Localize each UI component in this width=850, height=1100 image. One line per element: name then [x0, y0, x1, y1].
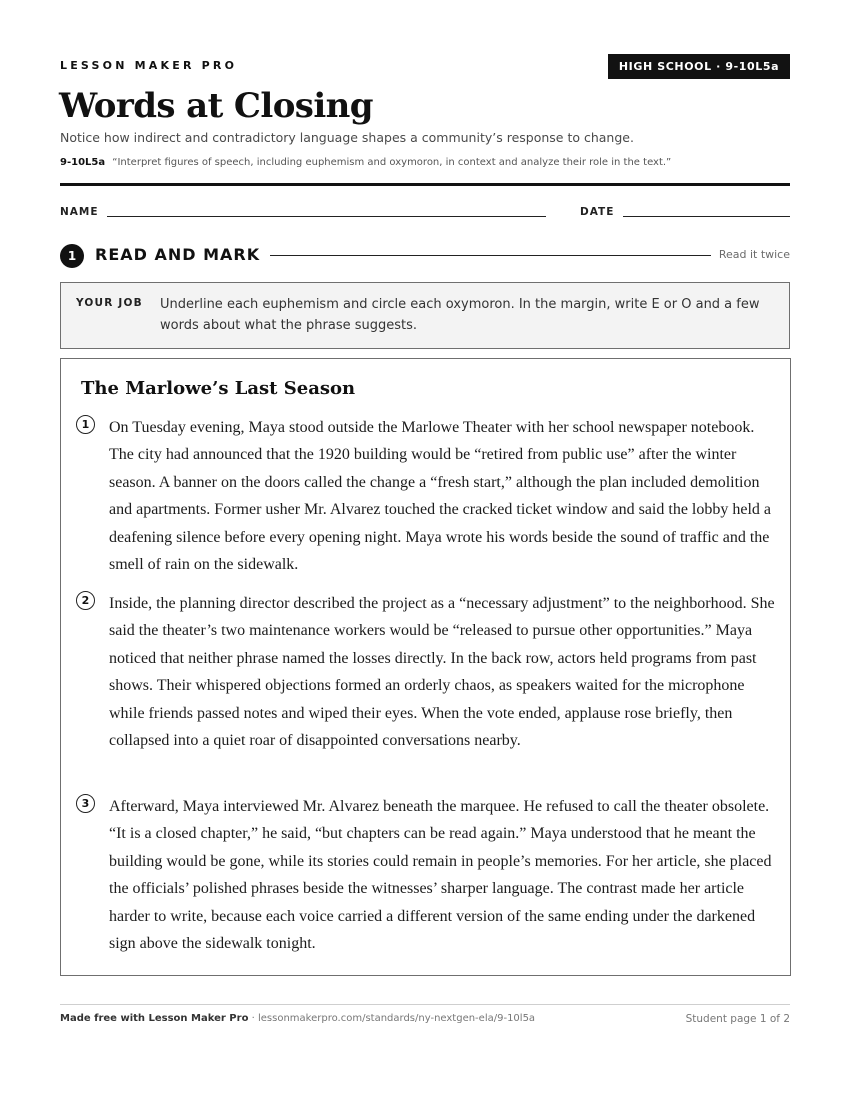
footer-made-with: Made free with Lesson Maker Pro	[60, 1013, 249, 1024]
name-field[interactable]	[107, 216, 546, 217]
name-label: NAME	[60, 206, 99, 218]
step-note: Read it twice	[718, 248, 790, 261]
standard-text: “Interpret figures of speech, including euphemism and oxymoron, in context and analyze their role in the text.”	[112, 157, 672, 168]
footer-credit	[60, 1013, 535, 1024]
footer-url[interactable]: · lessonmakerpro.com/standards/ny-nextgen-ela/9-10l5a	[251, 1013, 536, 1024]
job-instructions: Underline each euphemism and circle each oxymoron. In the margin, write E or O and a few words about what the phrase suggests.	[160, 297, 760, 333]
page-subtitle: Notice how indirect and contradictory language shapes a community’s response to change.	[60, 130, 634, 145]
level-badge: HIGH SCHOOL · 9-10L5a	[608, 54, 790, 79]
page-indicator: Student page 1 of 2	[685, 1013, 790, 1025]
brand-name: LESSON MAKER PRO	[60, 59, 238, 72]
job-label: YOUR JOB	[76, 297, 143, 309]
footer-divider	[60, 1004, 790, 1005]
step-divider	[270, 255, 711, 256]
passage-paragraph[interactable]: Inside, the planning director described the project as a “necessary adjustment” to the neighborhood. She said the theater’s two maintenance workers would be “released to pursue other opportunities.” Maya noticed that neither phrase named the losses directly. In the back row, actors held programs from past shows. Their whispered objections formed an orderly chaos, as speakers waited for the microphone while friends passed notes and wiped their eyes. When the vote ended, applause rose briefly, then collapsed into a quiet roar of disappointed conversations nearby.	[109, 595, 775, 750]
header-divider	[60, 183, 790, 186]
step-title: READ AND MARK	[95, 245, 261, 264]
page-title: Words at Closing	[59, 86, 373, 126]
date-field[interactable]	[623, 216, 790, 217]
paragraph-number: 1	[76, 415, 95, 434]
paragraph-number: 2	[76, 591, 95, 610]
standard-code: 9-10L5a	[60, 157, 106, 168]
job-box	[60, 282, 790, 349]
date-label: DATE	[580, 206, 615, 218]
passage-paragraph[interactable]: On Tuesday evening, Maya stood outside the Marlowe Theater with her school newspaper notebook. The city had announced that the 1920 building would be “retired from public use” after the winter season. A banner on the doors called the change a “fresh start,” although the plan included demolition and apartments. Former usher Mr. Alvarez touched the cracked ticket window and said the lobby held a deafening silence before every opening night. Maya wrote his words beside the sound of traffic and the smell of rain on the sidewalk.	[109, 419, 772, 574]
passage-box	[60, 358, 791, 976]
passage-title: The Marlowe’s Last Season	[81, 378, 356, 399]
standard-line	[60, 157, 671, 168]
passage-paragraph[interactable]: Afterward, Maya interviewed Mr. Alvarez beneath the marquee. He refused to call the theater obsolete. “It is a closed chapter,” he said, “but chapters can be read again.” Maya understood that he meant the building would be gone, while its stories could remain in people’s memories. For her article, she placed the officials’ polished phrases beside the witnesses’ sharper language. The contrast made her article harder to write, because each voice carried a different version of the same ending under the darkened sign above the sidewalk tonight.	[109, 798, 772, 953]
step-number-badge: 1	[60, 244, 84, 268]
paragraph-number: 3	[76, 794, 95, 813]
